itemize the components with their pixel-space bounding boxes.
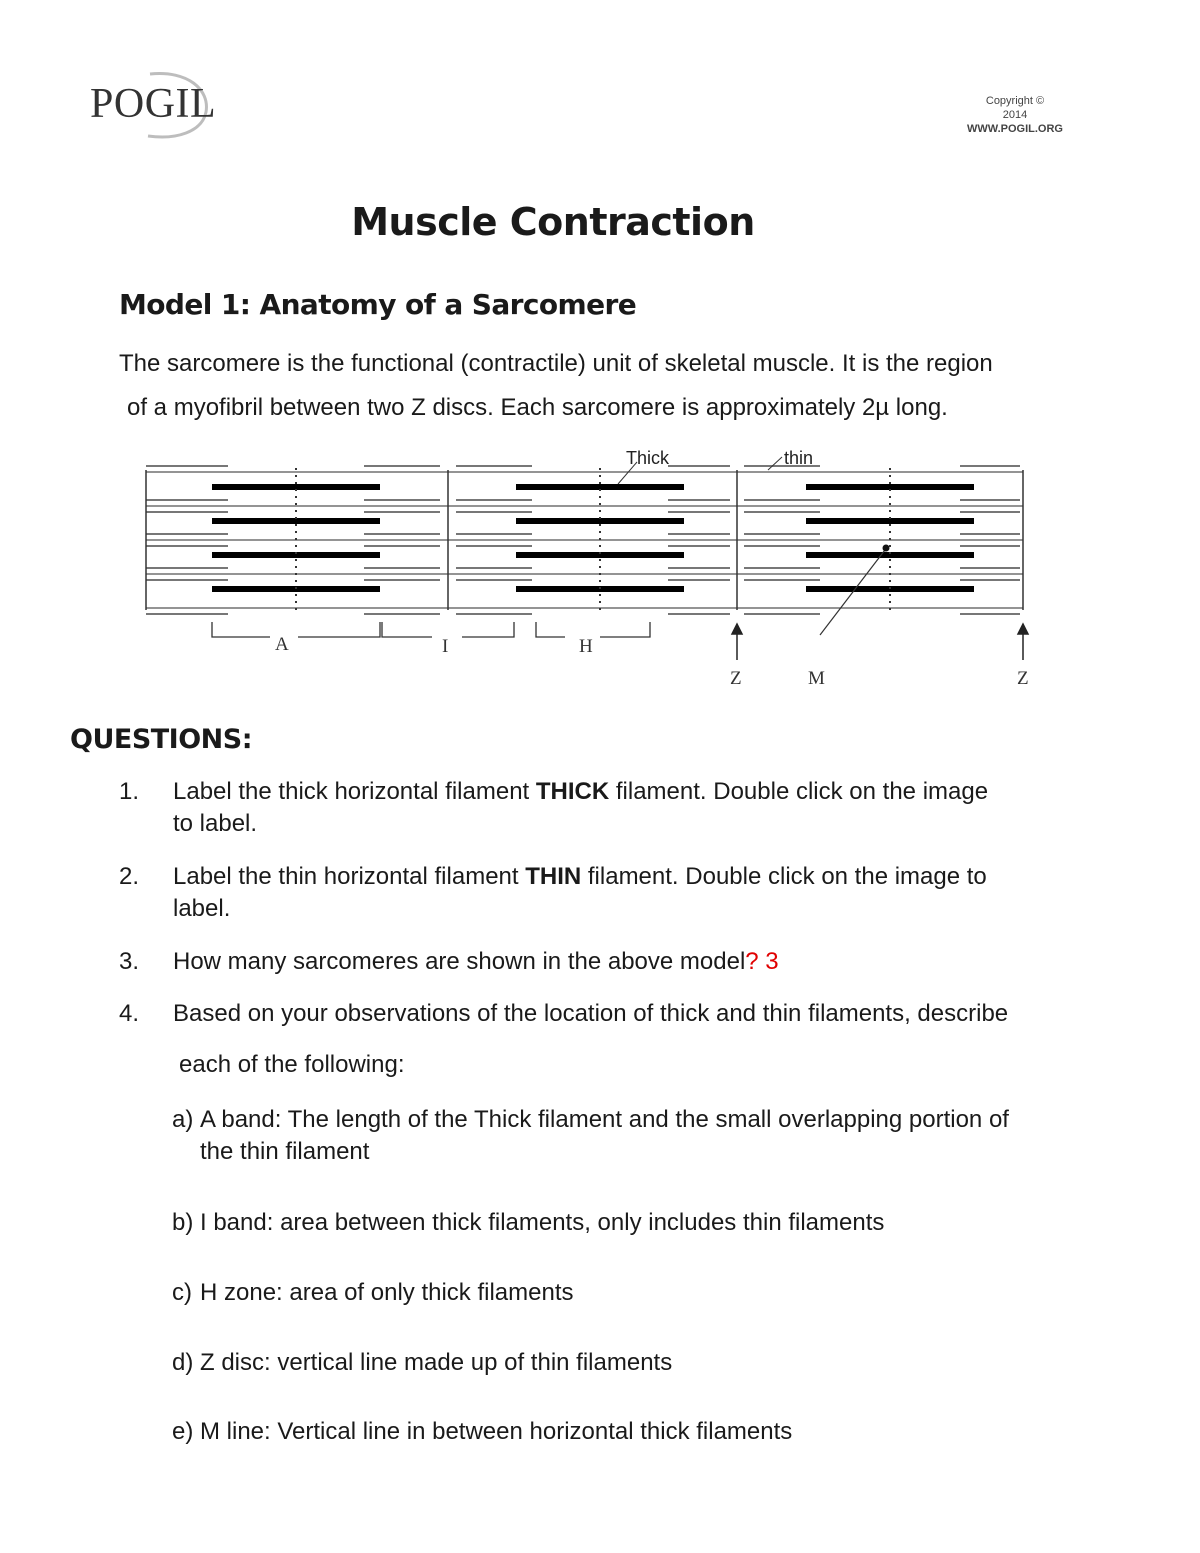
sub-answer-text: A band: The length of the Thick filament and the small overlapping portion of [200,1106,1009,1133]
question-text-part: How many sarcomeres are shown in the above model [173,948,746,975]
m-line-label: M [808,668,825,689]
question-number: 4. [119,1000,140,1027]
thin-label: thin [784,448,814,468]
a-band-label: A [275,634,289,655]
question-text [173,776,1133,840]
question-text [173,861,1133,925]
question-text-part: Based on your observations of the location of thick and thin filaments, describe [173,1000,1009,1027]
m-pointer-dot [883,545,890,552]
question-bold-term: THICK [535,778,610,805]
sub-letter: e) [172,1418,194,1445]
logo-text: POGIL [90,81,217,127]
sarcomere-svg [140,440,1060,700]
sub-answer-text: I band: area between thick filaments, only includes thin filaments [200,1209,885,1236]
intro-line-1: The sarcomere is the functional (contractile) unit of skeletal muscle. It is the region [119,350,993,377]
sarcomere-diagram[interactable] [140,440,1060,700]
z-label-left: Z [730,668,742,689]
question-text [173,946,1133,978]
question-text-part: filament. Double click on the image to [581,863,987,890]
intro-line-2: of a myofibril between two Z discs. Each sarcomere is approximately 2µ long. [127,394,948,421]
answer-text[interactable]: ? 3 [745,948,779,975]
sub-answer-c[interactable] [172,1277,1132,1309]
sub-answer-text: Z disc: vertical line made up of thin filaments [200,1349,673,1376]
question-text [173,988,1133,1090]
sub-answer-a[interactable] [172,1104,1132,1168]
model-heading: Model 1: Anatomy of a Sarcomere [119,288,637,321]
sub-letter: d) [172,1349,194,1376]
question-number: 1. [119,778,140,805]
question-bold-term: THIN [525,863,582,890]
copyright-year: 2014 [1002,109,1028,121]
question-number: 2. [119,863,140,890]
thick-label: Thick [626,448,670,468]
question-text-part: label. [173,895,231,922]
question-text-part: each of the following: [179,1051,405,1078]
thin-pointer-line [768,457,782,470]
z-label-right: Z [1017,668,1029,689]
sub-letter: b) [172,1209,194,1236]
sub-letter: c) [172,1279,192,1306]
question-text-part: filament. Double click on the image [609,778,989,805]
copyright-url: WWW.POGIL.ORG [967,123,1063,135]
i-band-label: I [442,636,449,657]
model-intro [119,342,1159,430]
z-arrows [732,624,1028,660]
sub-answer-text: M line: Vertical line in between horizontal thick filaments [200,1418,793,1445]
sub-answer-e[interactable] [172,1416,1132,1448]
sub-letter: a) [172,1106,194,1133]
question-text-part: to label. [173,810,258,837]
copyright-block [950,94,1080,136]
question-text-part: Label the thin horizontal filament [173,863,526,890]
sub-answer-b[interactable] [172,1207,1132,1239]
question-text-part: Label the thick horizontal filament [173,778,536,805]
page-title: Muscle Contraction [351,200,755,244]
sub-answer-text-cont: the thin filament [200,1138,370,1165]
pogil-logo [88,70,218,140]
questions-heading: QUESTIONS: [70,724,253,755]
sub-answer-text: H zone: area of only thick filaments [200,1279,574,1306]
copyright-line: Copyright © [985,95,1045,107]
question-number: 3. [119,948,140,975]
h-zone-label: H [579,636,593,657]
sub-answer-d[interactable] [172,1347,1132,1379]
